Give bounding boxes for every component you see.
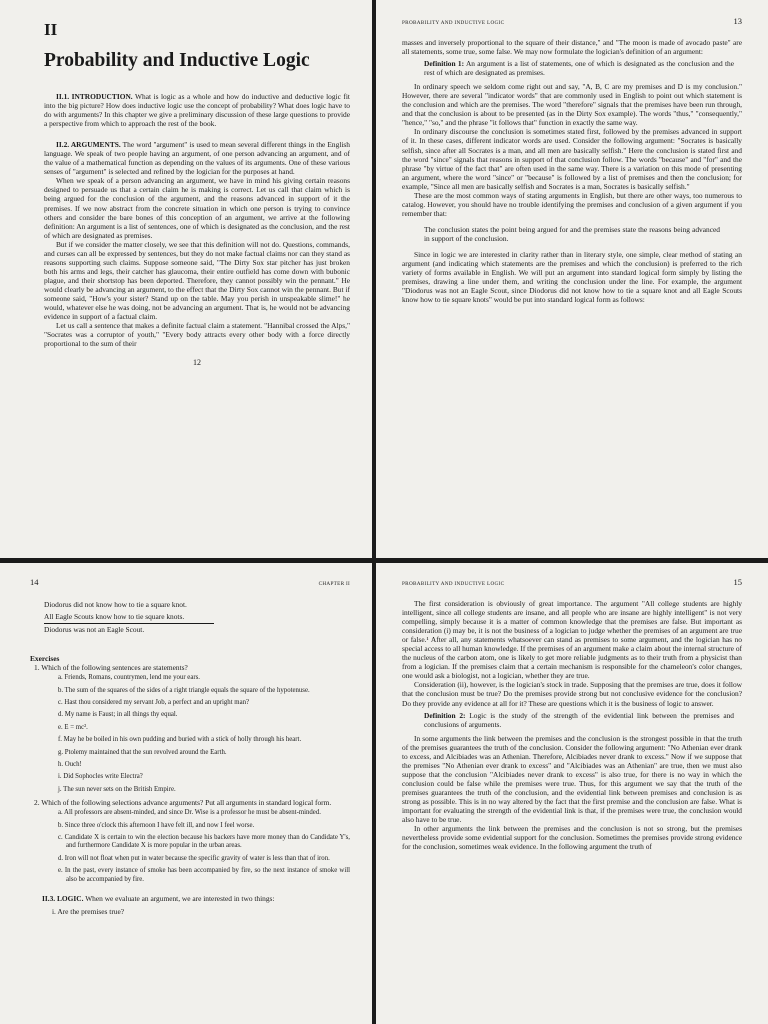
running-head <box>402 577 742 587</box>
page-14 <box>0 563 372 1024</box>
definition-heading: Definition 2: <box>424 710 466 720</box>
premise: All Eagle Scouts know how to tie square knots. <box>44 612 185 621</box>
page-12-body <box>44 92 350 348</box>
exercises-heading: Exercises <box>30 654 60 663</box>
exercise-item: a. All professors are absent-minded, and since Dr. Wise is a professor he must be absent-minded. <box>58 809 321 817</box>
standard-form-argument <box>44 599 214 636</box>
exercise-item: f. May he be boiled in his own pudding and buried with a stick of holly through his heart. <box>58 736 302 744</box>
running-head-title: PROBABILITY AND INDUCTIVE LOGIC <box>402 20 505 26</box>
running-head-title: PROBABILITY AND INDUCTIVE LOGIC <box>402 581 505 587</box>
page-divider <box>0 558 768 563</box>
paragraph: The word "argument" is used to mean several different things in the English language. We speak of two people having an argument, of one person advancing an argument, and of the value of a mathematical function as depending on the values of its arguments. One of these various senses of "argument" is selected and refined by the logician for the purposes at hand. <box>44 140 350 177</box>
exercise-item: g. Ptolemy maintained that the sun revolved around the Earth. <box>58 748 227 756</box>
page-14-body <box>30 654 350 916</box>
running-head-title: CHAPTER II <box>318 581 350 587</box>
premise: Diodorus did not know how to tie a square knot. <box>44 600 187 609</box>
page-15-body <box>402 599 742 851</box>
page-12 <box>0 0 372 558</box>
page-number: 14 <box>30 577 39 587</box>
running-head <box>402 16 742 26</box>
spine-divider <box>372 0 376 1024</box>
definition-1 <box>402 59 742 77</box>
exercise-question: 1. Which of the following sentences are statements? <box>34 663 188 673</box>
paragraph: In some arguments the link between the premises and the conclusion is the strongest possible in that the truth of the premises guarantees the truth of the conclusion. Consider the following argument: "No Athenian ever drank to excess, and Alcibiades was an Athenian. Therefore, Alcibiades never drank to excess." Now if we suppose that the premises "No Athenian ever drank to excess" and "Alcibiades was an Athenian" are true, then we must also suppose that the conclusion "Alcibiades never drank to excess" is also true, for there is no way in which the conclusion could be false while the premises were true. Thus, for this argument we say that the truth of the premises guarantees the truth of the conclusion, and the evidential link between premises and conclusion is as strong as possible. This is in no way altered by the fact that the first premise and the conclusion are false. What is important for evaluating the strength of the evidential link is that, if the premises were true, the conclusion would also have to be true. <box>402 733 742 825</box>
running-head <box>30 577 350 587</box>
paragraph: In ordinary discourse the conclusion is sometimes stated first, followed by the premises advanced in support of it. In these cases, different indicator words are used. Consider the following argument: "Socrates is basically selfish, since after all Socrates is a man, and all men are basically selfish." Here the conclusion is stated first and the word "since" signals that reasons in support of that conclusion follow. The words "because" and "for" and the phrase "by virtue of the fact that" are often used in the same way. There is a variation on this mode of presenting an argument, where the word "since" or "because" is followed by a list of premises and then the conclusion; for example, "Since all men are basically selfish and Socrates is a man, Socrates is basically selfish." <box>402 127 742 191</box>
section-heading-logic: II.3. LOGIC. <box>42 894 84 904</box>
paragraph: Let us call a sentence that makes a definite factual claim a statement. "Hannibal crossed the Alps," "Socrates was a corruptor of youth," "Every body attracts every other body with a force directly proportional to the sum of their <box>44 321 350 349</box>
exercise-item: c. Hast thou considered my servant Job, a perfect and an upright man? <box>58 698 250 706</box>
paragraph: The first consideration is obviously of great importance. The argument "All college students are highly intelligent, since all college students are insane, and all people who are insane are highly intelligent" is not very compelling, simply because it is a matter of common knowledge that the premises are false. But important as consideration (i) may be, it is not the business of a logician to judge whether the premises of an argument are true or false.¹ After all, any statements whatsoever can stand as premises to some argument, and the logician has no special access to all human knowledge. If the premises of an argument make a claim about the internal structure of the nucleus of the carbon atom, one is likely to get more reliable judgments as to their truth from a physicist than from a logician. If the premises claim that a certain mechanism is responsible for the chameleon's color changes, one would ask a biologist, not a logician, whether they are true. <box>402 599 742 681</box>
section-heading-introduction: II.1. INTRODUCTION. <box>56 92 133 101</box>
quote-text: The conclusion states the point being argued for and the premises state the reasons being advanced in support of the conclusion. <box>424 224 720 243</box>
paragraph: These are the most common ways of stating arguments in English, but there are other ways, too numerous to catalog. However, you should have no trouble identifying the premises and conclusion of a given argument if you remember that: <box>402 190 742 218</box>
page-13 <box>376 0 768 558</box>
page-number: 12 <box>193 358 201 368</box>
chapter-title: Probability and Inductive Logic <box>44 50 310 71</box>
exercise-item: b. Since three o'clock this afternoon I have felt ill, and now I feel worse. <box>58 821 255 829</box>
paragraph: Consideration (ii), however, is the logician's stock in trade. Supposing that the premises are true, does it follow that the conclusion must be true? Do the premises provide strong but not conclusive evidence for the conclusion? Do they provide any evidence at all for it? These are questions which it is the business of logic to answer. <box>402 680 742 708</box>
paragraph: In ordinary speech we seldom come right out and say, "A, B, C are my premises and D is my conclusion." However, there are several "indicator words" that are commonly used in English to point out which statement is the conclusion and which are the premises. The word "therefore" signals that the premises have been run through, and that the conclusion is about to be presented (as in the Dirty Sox example). The words "thus," "consequently," "hence," "so," and the phrase "it follows that" function in exactly the same way. <box>402 82 742 128</box>
page-15 <box>376 563 768 1024</box>
paragraph: In other arguments the link between the premises and the conclusion is not so strong, but the premises nevertheless provide some evidential support for the conclusion. Sometimes the premises provide strong evidence for the conclusion, sometimes weak evidence. In the following argument the truth of <box>402 824 742 852</box>
paragraph: masses and inversely proportional to the square of their distance," and "The moon is made of avocado paste" are all statements, some true, some false. We may now formulate the logician's definition of an argument: <box>402 38 742 57</box>
exercise-item: a. Friends, Romans, countrymen, lend me your ears. <box>58 674 200 682</box>
exercise-question: 2. Which of the following selections advance arguments? Put all arguments in standard logical form. <box>34 798 332 808</box>
paragraph: What is logic as a whole and how do inductive and deductive logic fit into the big picture? How does inductive logic use the concept of probability? What does logic have to do with arguments? In this chapter we give a preliminary discussion of these large questions to provide a perspective from which to approach the rest of the book. <box>44 92 350 129</box>
exercise-items <box>44 809 350 884</box>
paragraph: When we speak of a person advancing an argument, we have in mind his giving certain reasons designed to persuade us that a certain claim he is making is correct. Let us call that claim which is being argued for the conclusion of the argument, and the reasons advanced in support of it the premises. If we now abstract from the concrete situation in which one person is trying to convince others and consider the bare bones of this conception of an argument, we arrive at the following definition: An argument is a list of sentences, one of which is designated as the conclusion, and the rest of which are designated as premises. <box>44 176 350 240</box>
exercise-item: i. Did Sophocles write Electra? <box>58 773 143 781</box>
exercise-item: d. Iron will not float when put in water because the specific gravity of water is less than that of iron. <box>58 854 330 862</box>
paragraph: But if we consider the matter closely, we see that this definition will not do. Questions, commands, and curses can all be expressed by sentences, but they do not make factual claims nor can they stand as reasons supporting such claims. Suppose someone said, "The Dirty Sox star pitcher has just broken both his arms and legs, their catcher has glaucoma, their entire outfield has come down with bubonic plague, and their shortstop has been deported. Therefore, they cannot possibly win the pennant." He would clearly be advancing an argument, to the effect that the Dirty Sox cannot win the pennant. But if someone said, "How's your sister? Stand up on the table. May you perish in unspeakable slime!" he would, whatever else he was doing, not be advancing an argument. That is, he would not be advancing evidence in support of a factual claim. <box>44 239 350 322</box>
definition-text: Logic is the study of the strength of the evidential link between the premises and conclusions of arguments. <box>424 710 734 729</box>
exercise-item: j. The sun never sets on the British Empire. <box>58 785 176 793</box>
section-heading-arguments: II.2. ARGUMENTS. <box>56 140 121 150</box>
exercise-items <box>44 674 350 794</box>
exercise-item: b. The sum of the squares of the sides of a right triangle equals the square of the hypotenuse. <box>58 686 310 694</box>
exercise-item: e. E = mc². <box>58 723 88 731</box>
page-number: 15 <box>733 577 742 587</box>
list-item: i. Are the premises true? <box>52 907 125 917</box>
definition-heading: Definition 1: <box>424 59 465 69</box>
definition-text: An argument is a list of statements, one of which is designated as the conclusion and the rest of which are designated as premises. <box>424 59 734 78</box>
exercise-item: h. Ouch! <box>58 760 82 768</box>
exercise-item: e. In the past, every instance of smoke has been accompanied by fire, so the next instance of smoke will also be accompanied by fire. <box>58 867 350 883</box>
block-quote <box>424 225 720 243</box>
chapter-number: II <box>44 20 58 39</box>
page-13-body <box>402 38 742 304</box>
exercise-item: d. My name is Faust; in all things thy equal. <box>58 711 178 719</box>
definition-2 <box>402 711 742 729</box>
conclusion: Diodorus was not an Eagle Scout. <box>44 623 214 636</box>
paragraph: Since in logic we are interested in clarity rather than in literary style, one simple, clear method of stating an argument (and indicating which statements are the premises and which the conclusion) is preferred to the rich variety of forms available in English. We will put an argument into standard logical form simply by listing the premises, drawing a line under them, and writing the conclusion under the line. For example, the argument "Diodorus was not an Eagle Scout, since Diodorus did not know how to tie a square knot and all Eagle Scouts know how to tie square knots" would be put into standard logical form as follows: <box>402 249 742 305</box>
page-number: 13 <box>733 16 742 26</box>
paragraph: When we evaluate an argument, we are interested in two things: <box>85 894 275 904</box>
exercise-list <box>30 663 350 884</box>
exercise-item: c. Candidate X is certain to win the election because his backers have more money than do Candidate Y's, and furthermore Candidate X is more popular in the urban areas. <box>58 834 350 850</box>
